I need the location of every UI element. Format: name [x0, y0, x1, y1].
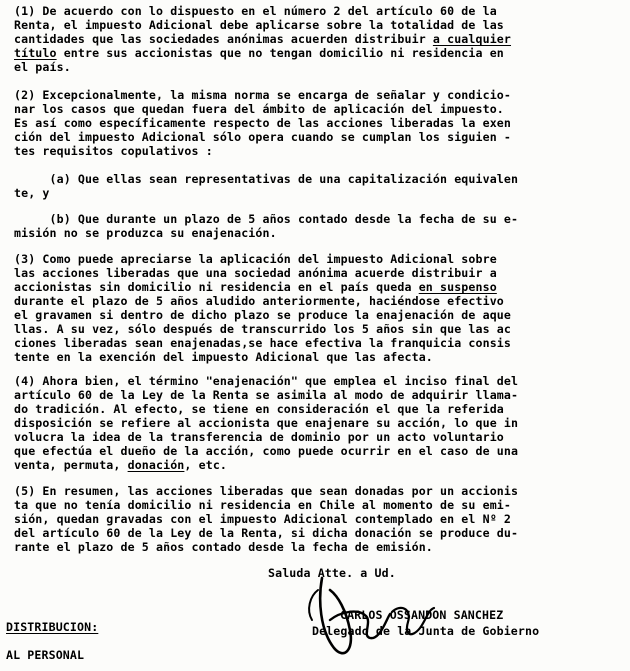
- paragraph-5-line: ta que no tenía domicilio ni residencia en Chile al momento de su emi-: [14, 498, 512, 512]
- paragraph-1-line: Renta, el impuesto Adicional debe aplicarse sobre la totalidad de las: [14, 18, 504, 32]
- underlined-text: donación: [127, 458, 185, 472]
- underlined-text: título: [14, 46, 57, 60]
- paragraph-5-line: rante el plazo de 5 años contado desde la fecha de emisión.: [14, 540, 433, 554]
- paragraph-2-line: Es así como específicamente respecto de las acciones liberadas la exen: [14, 116, 512, 130]
- paragraph-4-line-text: , etc.: [184, 458, 228, 472]
- paragraph-3-line: el gravamen si dentro de dicho plazo se produce la enajenación de aque: [14, 308, 512, 322]
- paragraph-4-line: do tradición. Al efecto, se tiene en consideración el que la referida: [14, 402, 504, 416]
- closing-salutation: Saluda Atte. a Ud.: [268, 566, 396, 580]
- paragraph-4-line: disposición se refiere al accionista que enajenare su acción, lo que in: [14, 416, 519, 430]
- paragraph-3-line: durante el plazo de 5 años aludido anteriormente, haciéndose efectivo: [14, 294, 504, 308]
- paragraph-3-line: llas. A su vez, sólo después de transcurrido los 5 años sin que las ac: [14, 322, 512, 336]
- paragraph-2-line: ción del impuesto Adicional sólo opera cuando se cumplan los siguien -: [14, 130, 512, 144]
- paragraph-1-line-text: cantidades que las sociedades anónimas acuerden distribuir: [14, 32, 433, 46]
- paragraph-4-line-with-underline: [14, 458, 227, 472]
- underlined-text: a cualquier: [432, 32, 512, 46]
- requirement-a-line: (a) Que ellas sean representativas de una capitalización equivalen: [14, 172, 519, 186]
- paragraph-2-line: tes requisitos copulativos :: [14, 144, 213, 158]
- requirement-b-line: (b) Que durante un plazo de 5 años contado desde la fecha de su e-: [14, 212, 519, 226]
- paragraph-5-line: (5) En resumen, las acciones liberadas que sean donadas por un accionis: [14, 484, 519, 498]
- paragraph-1-line-with-underline: [14, 32, 511, 46]
- signer-title: Delegado de la Junta de Gobierno: [312, 624, 540, 638]
- paragraph-3-line: (3) Como puede apreciarse la aplicación del impuesto Adicional sobre: [14, 252, 497, 266]
- paragraph-4-line: volucra la idea de la transferencia de dominio por un acto voluntario: [14, 430, 504, 444]
- paragraph-4-line: artículo 60 de la Ley de la Renta se asimila al modo de adquirir llama-: [14, 388, 519, 402]
- paragraph-4-line: que efectúa el dueño de la acción, como puede ocurrir en el caso de una: [14, 444, 519, 458]
- signer-name: CARLOS OSSANDON SANCHEZ: [340, 608, 504, 622]
- paragraph-3-line-text: accionistas sin domicilio ni residencia en el país queda: [14, 280, 419, 294]
- paragraph-3-line: las acciones liberadas que una sociedad anónima acuerde distribuir a: [14, 266, 497, 280]
- paragraph-4-line: (4) Ahora bien, el término "enajenación" que emplea el inciso final del: [14, 374, 519, 388]
- paragraph-1-line-with-underline: [14, 46, 504, 60]
- distribution-label: DISTRIBUCION:: [6, 620, 99, 634]
- paragraph-1-line: el país.: [14, 60, 71, 74]
- paragraph-5-line: del artículo 60 de la Ley de la Renta, si dicha donación se produce du-: [14, 526, 519, 540]
- requirement-a-line: te, y: [14, 186, 50, 200]
- requirement-b-line: misión no se produzca su enajenación.: [14, 226, 277, 240]
- paragraph-5-line: sión, quedan gravadas con el impuesto Adicional contemplado en el Nº 2: [14, 512, 512, 526]
- paragraph-2-line: (2) Excepcionalmente, la misma norma se encarga de señalar y condicio-: [14, 88, 512, 102]
- paragraph-3-line: ciones liberadas sean enajenadas,se hace efectiva la franquicia consis: [14, 336, 512, 350]
- paragraph-1-line-text: entre sus accionistas que no tengan domicilio ni residencia en: [56, 46, 504, 60]
- distribution-recipient: AL PERSONAL: [6, 648, 85, 662]
- paragraph-3-line: tente en la exención del impuesto Adicional que las afecta.: [14, 350, 433, 364]
- paragraph-3-line-with-underline: [14, 280, 497, 294]
- underlined-text: en suspenso: [418, 280, 497, 294]
- paragraph-2-line: nar los casos que quedan fuera del ámbito de aplicación del impuesto.: [14, 102, 504, 116]
- paragraph-1-line: (1) De acuerdo con lo dispuesto en el número 2 del artículo 60 de la: [14, 4, 497, 18]
- paragraph-4-line-text: venta, permuta,: [14, 458, 128, 472]
